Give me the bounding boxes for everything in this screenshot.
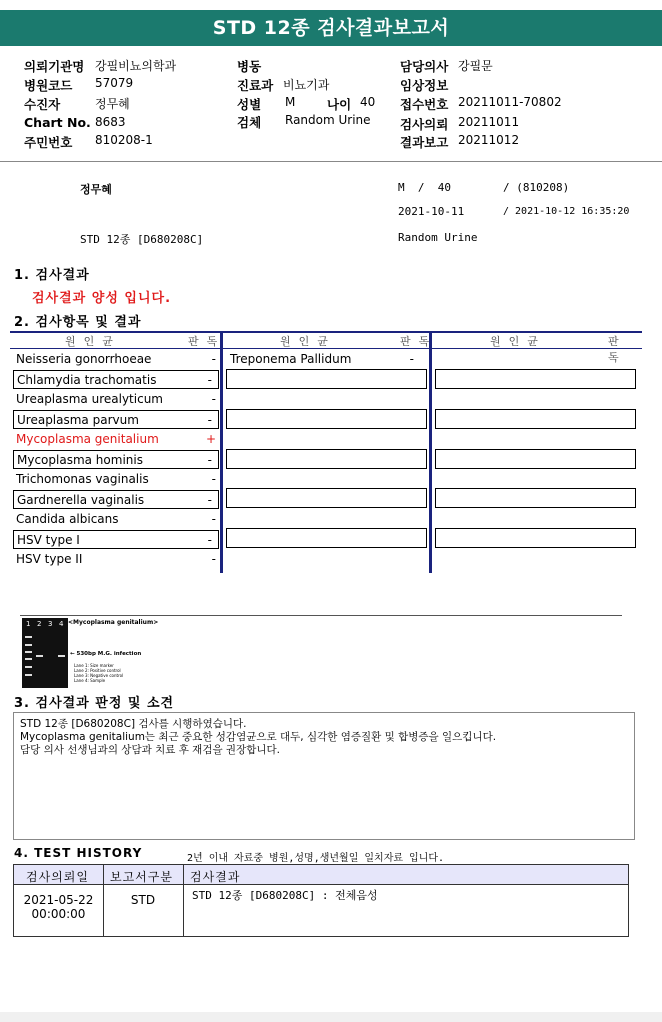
info-label: 담당의사 [400,59,449,74]
info-value: Random Urine [285,113,371,127]
lane-number: 4 [59,620,64,628]
birth: / (810208) [503,181,570,194]
lane-number: 2 [37,620,42,628]
organism-name: Gardnerella vaginalis [17,493,145,507]
info-value: 40 [360,95,376,109]
organism-result: - [211,552,216,566]
list-item [16,430,222,449]
info-value: 정무혜 [95,97,130,111]
section3-title: 3. 검사결과 판정 및 소견 [14,696,175,711]
empty-cell [435,528,636,548]
organism-result: - [207,373,212,387]
info-value: M [285,95,296,109]
organism-result: - [211,512,216,526]
history-col-header: 검사결과 [190,870,241,884]
report-datetime: / 2021-10-12 16:35:20 [503,206,630,217]
empty-cell [226,369,427,389]
empty-cell [226,409,427,429]
organism-name: Mycoplasma genitalium [16,432,159,446]
gel-title: <Mycoplasma genitalium> [68,619,159,626]
history-date: 2021-05-22 [23,893,94,907]
gel-electrophoresis-figure [20,615,622,691]
results-grid [10,331,642,573]
info-label: 검체 [237,115,262,130]
info-label: 병원코드 [24,78,73,93]
organism-result: - [207,413,212,427]
organism-result: - [211,472,216,486]
organism-name: Ureaplasma parvum [17,413,139,427]
organism-result: - [207,533,212,547]
organism-result: - [211,392,216,406]
info-value: 20211011-70802 [458,95,562,109]
organism-name: Ureaplasma urealyticum [16,392,163,406]
organism-name: Treponema Pallidum [230,352,352,366]
gel-band [25,636,32,638]
organism-name: Mycoplasma hominis [17,453,143,467]
organism-result: - [409,352,414,366]
history-divider [183,865,184,936]
empty-cell [226,528,427,548]
organism-name: Chlamydia trachomatis [17,373,157,387]
info-label: 수진자 [24,97,61,112]
info-value: 강필비뇨의학과 [95,59,177,73]
gel-band [36,655,43,657]
history-header [14,865,628,885]
gel-band [25,658,32,660]
list-item [16,350,222,369]
info-value: 20211012 [458,133,520,147]
info-label: 성별 [237,97,262,112]
opinion-line: 담당 의사 선생님과의 상담과 치료 후 재검을 권장합니다. [20,744,280,756]
organism-result: - [211,352,216,366]
patient-name: 정무혜 [80,183,112,196]
gel-legend-item: Lane 1: Size marker [74,663,114,668]
list-item [16,510,222,529]
organism-result: - [207,493,212,507]
info-label: 검사의뢰 [400,117,449,132]
history-note: 2년 이내 자료중 병원,성명,생년월일 일치자료 입니다. [187,853,445,864]
history-col-header: 보고서구분 [110,870,173,884]
col-header-name: 원인균 [490,335,546,348]
opinion-line: Mycoplasma genitalium는 최근 중요한 성감염균으로 대두, 심각한 염증질환 및 합병증을 일으킵니다. [20,731,497,743]
col-header-result: 판독 [608,335,627,364]
info-value: 강필문 [458,59,493,73]
history-table [13,864,629,937]
section1-title: 1. 검사결과 [14,268,90,283]
info-value: 810208-1 [95,133,153,147]
lane-number: 3 [48,620,53,628]
organism-name: Candida albicans [16,512,119,526]
empty-cell [435,488,636,508]
organism-name: HSV type I [17,533,80,547]
col-header-name: 원인균 [280,335,336,348]
empty-cell [226,449,427,469]
info-label: 주민번호 [24,135,73,150]
organism-name: Neisseria gonorrhoeae [16,352,152,366]
patient-info-block [0,50,662,162]
gel-band [58,655,65,657]
info-value: 57079 [95,76,134,90]
sex-age: M / 40 [398,181,451,194]
gel-legend-item: Lane 3: Negative control [74,673,124,678]
result-message: 검사결과 양성 입니다. [32,291,172,306]
gel-band [25,651,32,653]
list-item [16,390,222,409]
col-header-result: 판독 [188,335,226,348]
history-result: STD 12종 [D680208C] : 전체음성 [192,889,378,902]
gel-band [25,674,32,676]
info-label: 진료과 [237,78,274,93]
info-value: 비뇨기과 [283,78,330,92]
opinion-line: STD 12종 [D680208C] 검사를 시행하였습니다. [20,718,247,730]
col-header-result: 판독 [400,335,438,348]
list-item [16,550,222,569]
history-col-header: 검사의뢰일 [26,870,89,884]
info-label: 의뢰기관명 [24,59,85,74]
gel-band [25,644,32,646]
list-item [13,530,219,549]
section2-title: 2. 검사항목 및 결과 [14,315,142,330]
empty-cell [435,449,636,469]
gel-legend-item: Lane 2: Positive control [74,668,121,673]
gel-arrow-label: ← 530bp M.G. infection [70,651,142,657]
list-item [13,370,219,389]
test-code: STD 12종 [D680208C] [80,233,204,246]
list-item [13,490,219,509]
organism-result: - [207,453,212,467]
info-value: 20211011 [458,115,520,129]
info-label: 임상정보 [400,78,449,93]
section4-title: 4. TEST HISTORY [14,846,143,860]
empty-cell [435,409,636,429]
organism-name: Trichomonas vaginalis [16,472,149,486]
info-label: 접수번호 [400,97,449,112]
empty-cell [435,369,636,389]
grid-divider [429,331,432,573]
info-label: 나이 [327,97,352,112]
info-label: 결과보고 [400,135,449,150]
col-header-name: 원인균 [65,335,121,348]
list-item [230,350,420,369]
list-item [16,470,222,489]
history-type: STD [130,893,156,907]
organism-name: HSV type II [16,552,83,566]
gel-image [22,618,68,688]
specimen: Random Urine [398,231,478,244]
lane-number: 1 [26,620,31,628]
history-time: 00:00:00 [31,907,86,921]
empty-cell [226,488,427,508]
gel-band [25,666,32,668]
organism-result: + [205,432,216,446]
info-value: 8683 [95,115,126,129]
report-title: STD 12종 검사결과보고서 [0,10,662,46]
info-label: Chart No. [24,115,91,130]
opinion-box [13,712,635,840]
receipt-date: 2021-10-11 [398,205,465,218]
gel-legend-item: Lane 4: Sample [74,678,106,683]
list-item [13,410,219,429]
info-label: 병동 [237,59,262,74]
list-item [13,450,219,469]
